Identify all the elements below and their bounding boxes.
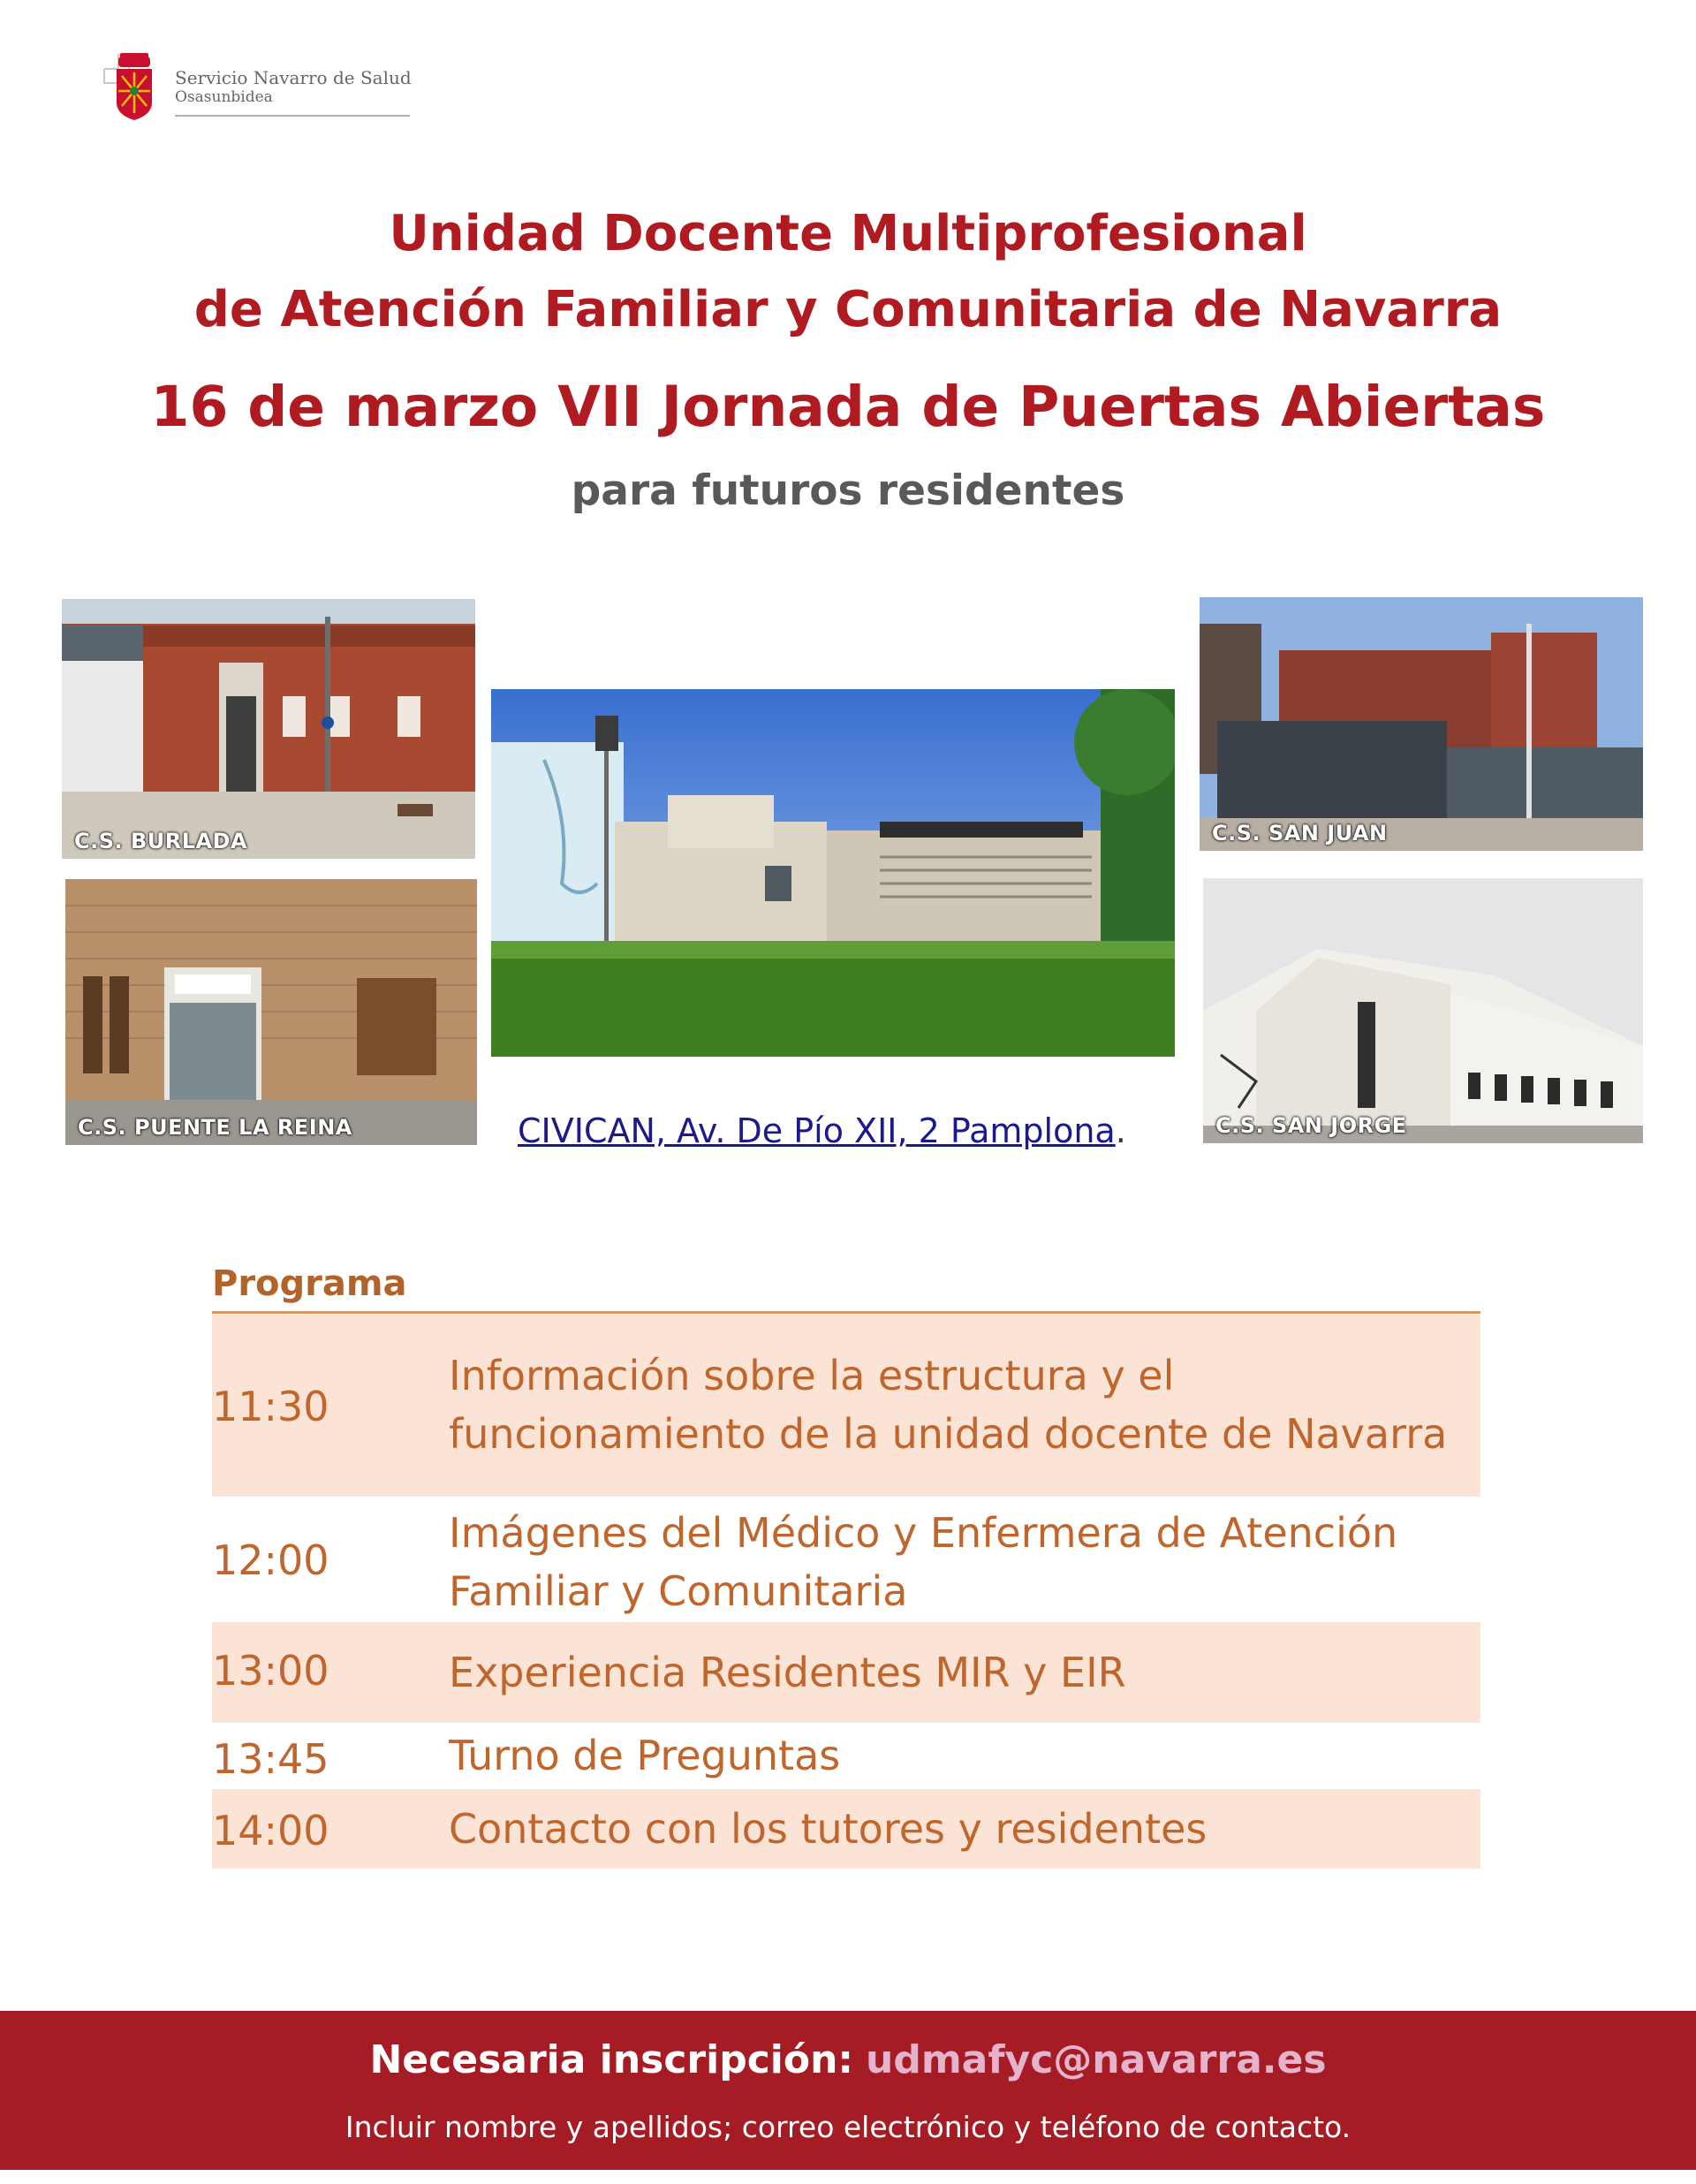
program-time: 13:00 — [212, 1647, 329, 1695]
photo-cs-san-jorge — [1203, 878, 1643, 1143]
photo-cs-burlada — [62, 599, 475, 859]
caption-san-juan: C.S. SAN JUAN — [1212, 821, 1388, 846]
program-title: Programa — [212, 1263, 407, 1304]
registration-line — [0, 2037, 1696, 2082]
program-row — [212, 1723, 1480, 1789]
registration-email-link[interactable]: udmafyc@navarra.es — [866, 2037, 1327, 2082]
title-line-1: Unidad Docente Multiprofesional — [389, 205, 1307, 262]
title-line-2: de Atención Familiar y Comunitaria de Navarra — [193, 281, 1503, 338]
program-description — [449, 1504, 1397, 1620]
program-description: Experiencia Residentes MIR y EIR — [449, 1649, 1126, 1696]
program-row — [212, 1622, 1480, 1723]
program-description: Turno de Preguntas — [449, 1732, 841, 1779]
registration-note: Incluir nombre y apellidos; correo electrónico y teléfono de contacto. — [344, 2110, 1352, 2144]
program-time: 11:30 — [212, 1383, 329, 1430]
civican-address-link[interactable]: CIVICAN, Av. De Pío XII, 2 Pamplona — [518, 1111, 1116, 1150]
navarra-crest-icon — [99, 51, 170, 124]
logo — [99, 51, 410, 124]
logo-name: Servicio Navarro de Salud — [175, 67, 412, 88]
registration-footer — [0, 2011, 1696, 2170]
program-time: 14:00 — [212, 1807, 329, 1854]
photo-civican — [491, 689, 1175, 1057]
photo-cs-puente-la-reina — [65, 879, 477, 1145]
program-row — [212, 1789, 1480, 1869]
program-description-line: funcionamiento de la unidad docente de Navarra — [449, 1410, 1448, 1458]
program-time: 12:00 — [212, 1536, 329, 1584]
program-row — [212, 1497, 1480, 1622]
event-subtitle: para futuros residentes — [571, 466, 1125, 515]
event-title: 16 de marzo VII Jornada de Puertas Abiertas — [150, 375, 1546, 439]
caption-burlada: C.S. BURLADA — [74, 829, 248, 853]
caption-puente-la-reina: C.S. PUENTE LA REINA — [78, 1115, 352, 1140]
program-description-line: Familiar y Comunitaria — [449, 1567, 908, 1615]
caption-san-jorge: C.S. SAN JORGE — [1215, 1113, 1407, 1138]
program-description-line: Información sobre la estructura y el — [449, 1352, 1175, 1399]
program-divider — [212, 1311, 1480, 1314]
logo-divider — [175, 115, 410, 117]
civican-address-period: . — [1115, 1111, 1126, 1150]
program-row — [212, 1315, 1480, 1497]
program-time: 13:45 — [212, 1735, 329, 1783]
photo-cs-san-juan — [1200, 597, 1643, 851]
civican-address — [518, 1111, 1126, 1150]
program-description — [449, 1346, 1447, 1463]
logo-subtitle: Osasunbidea — [175, 88, 273, 106]
registration-label: Necesaria inscripción: — [369, 2037, 854, 2082]
program-description-line: Imágenes del Médico y Enfermera de Atención — [449, 1509, 1398, 1557]
program-description: Contacto con los tutores y residentes — [449, 1805, 1208, 1853]
